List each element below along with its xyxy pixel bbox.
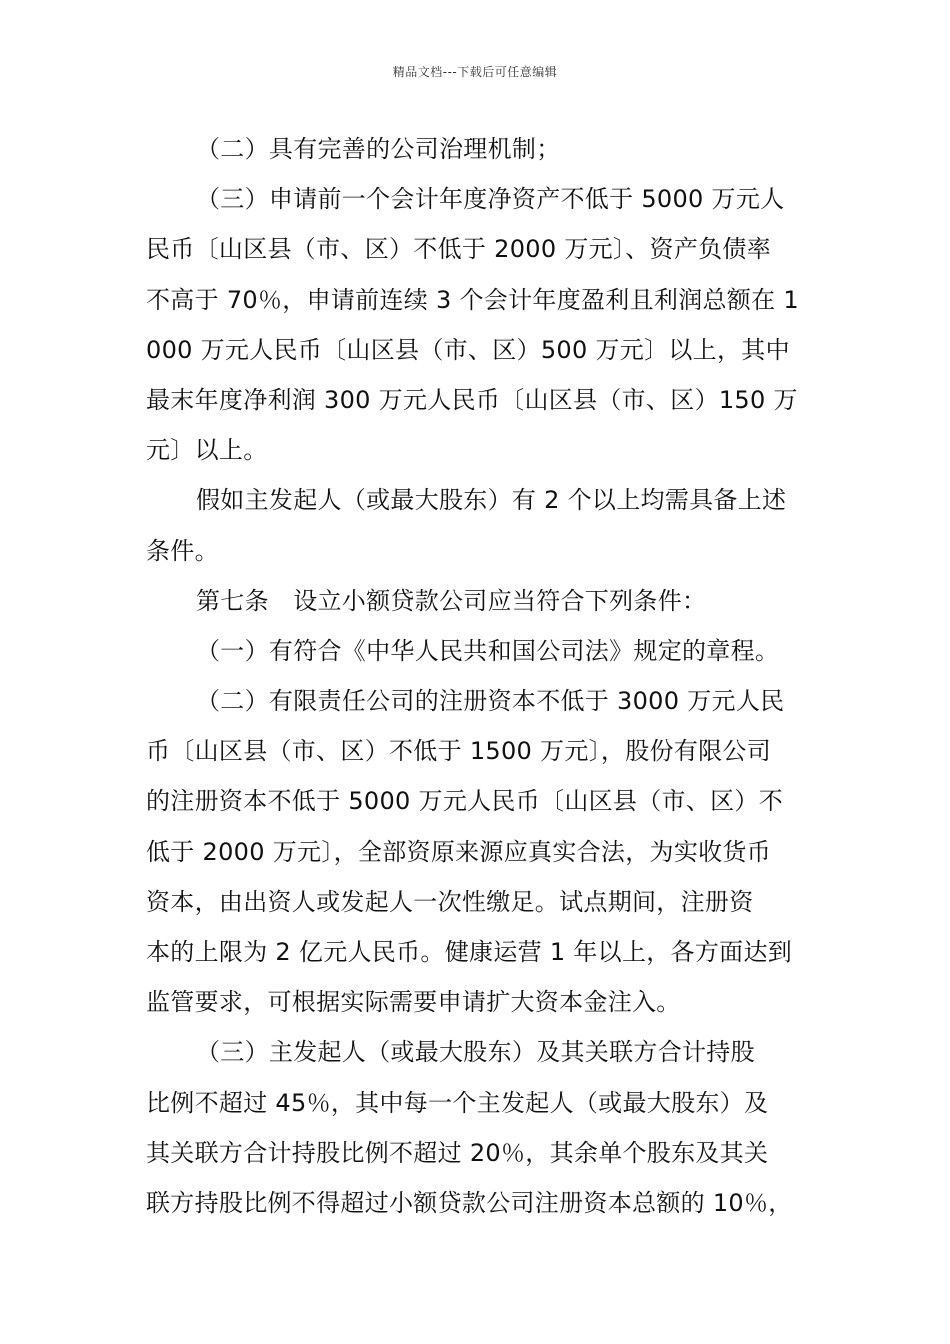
paragraph-line: 币〔山区县（市、区）不低于 1500 万元〕，股份有限公司 xyxy=(146,737,772,766)
paragraph-line: （三）主发起人（或最大股东）及其关联方合计持股 xyxy=(196,1038,755,1067)
paragraph-line: 比例不超过 45％，其中每一个主发起人（或最大股东）及 xyxy=(146,1088,769,1117)
paragraph-line: （一）有符合《中华人民共和国公司法》规定的章程。 xyxy=(196,636,780,665)
document-body xyxy=(146,124,810,1228)
paragraph-line: 联方持股比例不得超过小额贷款公司注册资本总额的 10％， xyxy=(146,1188,793,1217)
paragraph-line: 本的上限为 2 亿元人民币。健康运营 1 年以上，各方面达到 xyxy=(146,938,793,966)
paragraph-line: 最末年度净利润 300 万元人民币〔山区县（市、区）150 万 xyxy=(146,385,798,414)
paragraph-line: 资本，由出资人或发起人一次性缴足。试点期间，注册资 xyxy=(146,887,754,916)
paragraph-line: 其关联方合计持股比例不超过 20％，其余单个股东及其关 xyxy=(146,1138,769,1167)
paragraph-line: （二）有限责任公司的注册资本不低于 3000 万元人民 xyxy=(196,687,785,716)
page-header: 精品文档---下载后可任意编辑 xyxy=(392,65,558,79)
article-heading: 第七条 设立小额贷款公司应当符合下列条件： xyxy=(196,586,707,615)
paragraph-line: 民币〔山区县（市、区）不低于 2000 万元〕、资产负债率 xyxy=(146,235,772,264)
paragraph-line: 低于 2000 万元〕，全部资原来源应真实合法，为实收货币 xyxy=(146,837,772,866)
paragraph-line: 监管要求，可根据实际需要申请扩大资本金注入。 xyxy=(146,988,681,1017)
paragraph-line: 的注册资本不低于 5000 万元人民币〔山区县（市、区）不 xyxy=(146,787,784,816)
paragraph-line: （二）具有完善的公司治理机制； xyxy=(196,135,561,163)
paragraph-line: 不高于 70％，申请前连续 3 个会计年度盈利且利润总额在 1 xyxy=(146,285,799,314)
paragraph-line: 假如主发起人（或最大股东）有 2 个以上均需具备上述 xyxy=(196,486,787,515)
paragraph-line: 条件。 xyxy=(146,536,219,565)
paragraph-line: （三）申请前一个会计年度净资产不低于 5000 万元人 xyxy=(196,185,785,214)
paragraph-line: 000 万元人民币〔山区县（市、区）500 万元〕以上，其中 xyxy=(146,335,790,364)
paragraph-line: 元〕以上。 xyxy=(146,436,268,465)
